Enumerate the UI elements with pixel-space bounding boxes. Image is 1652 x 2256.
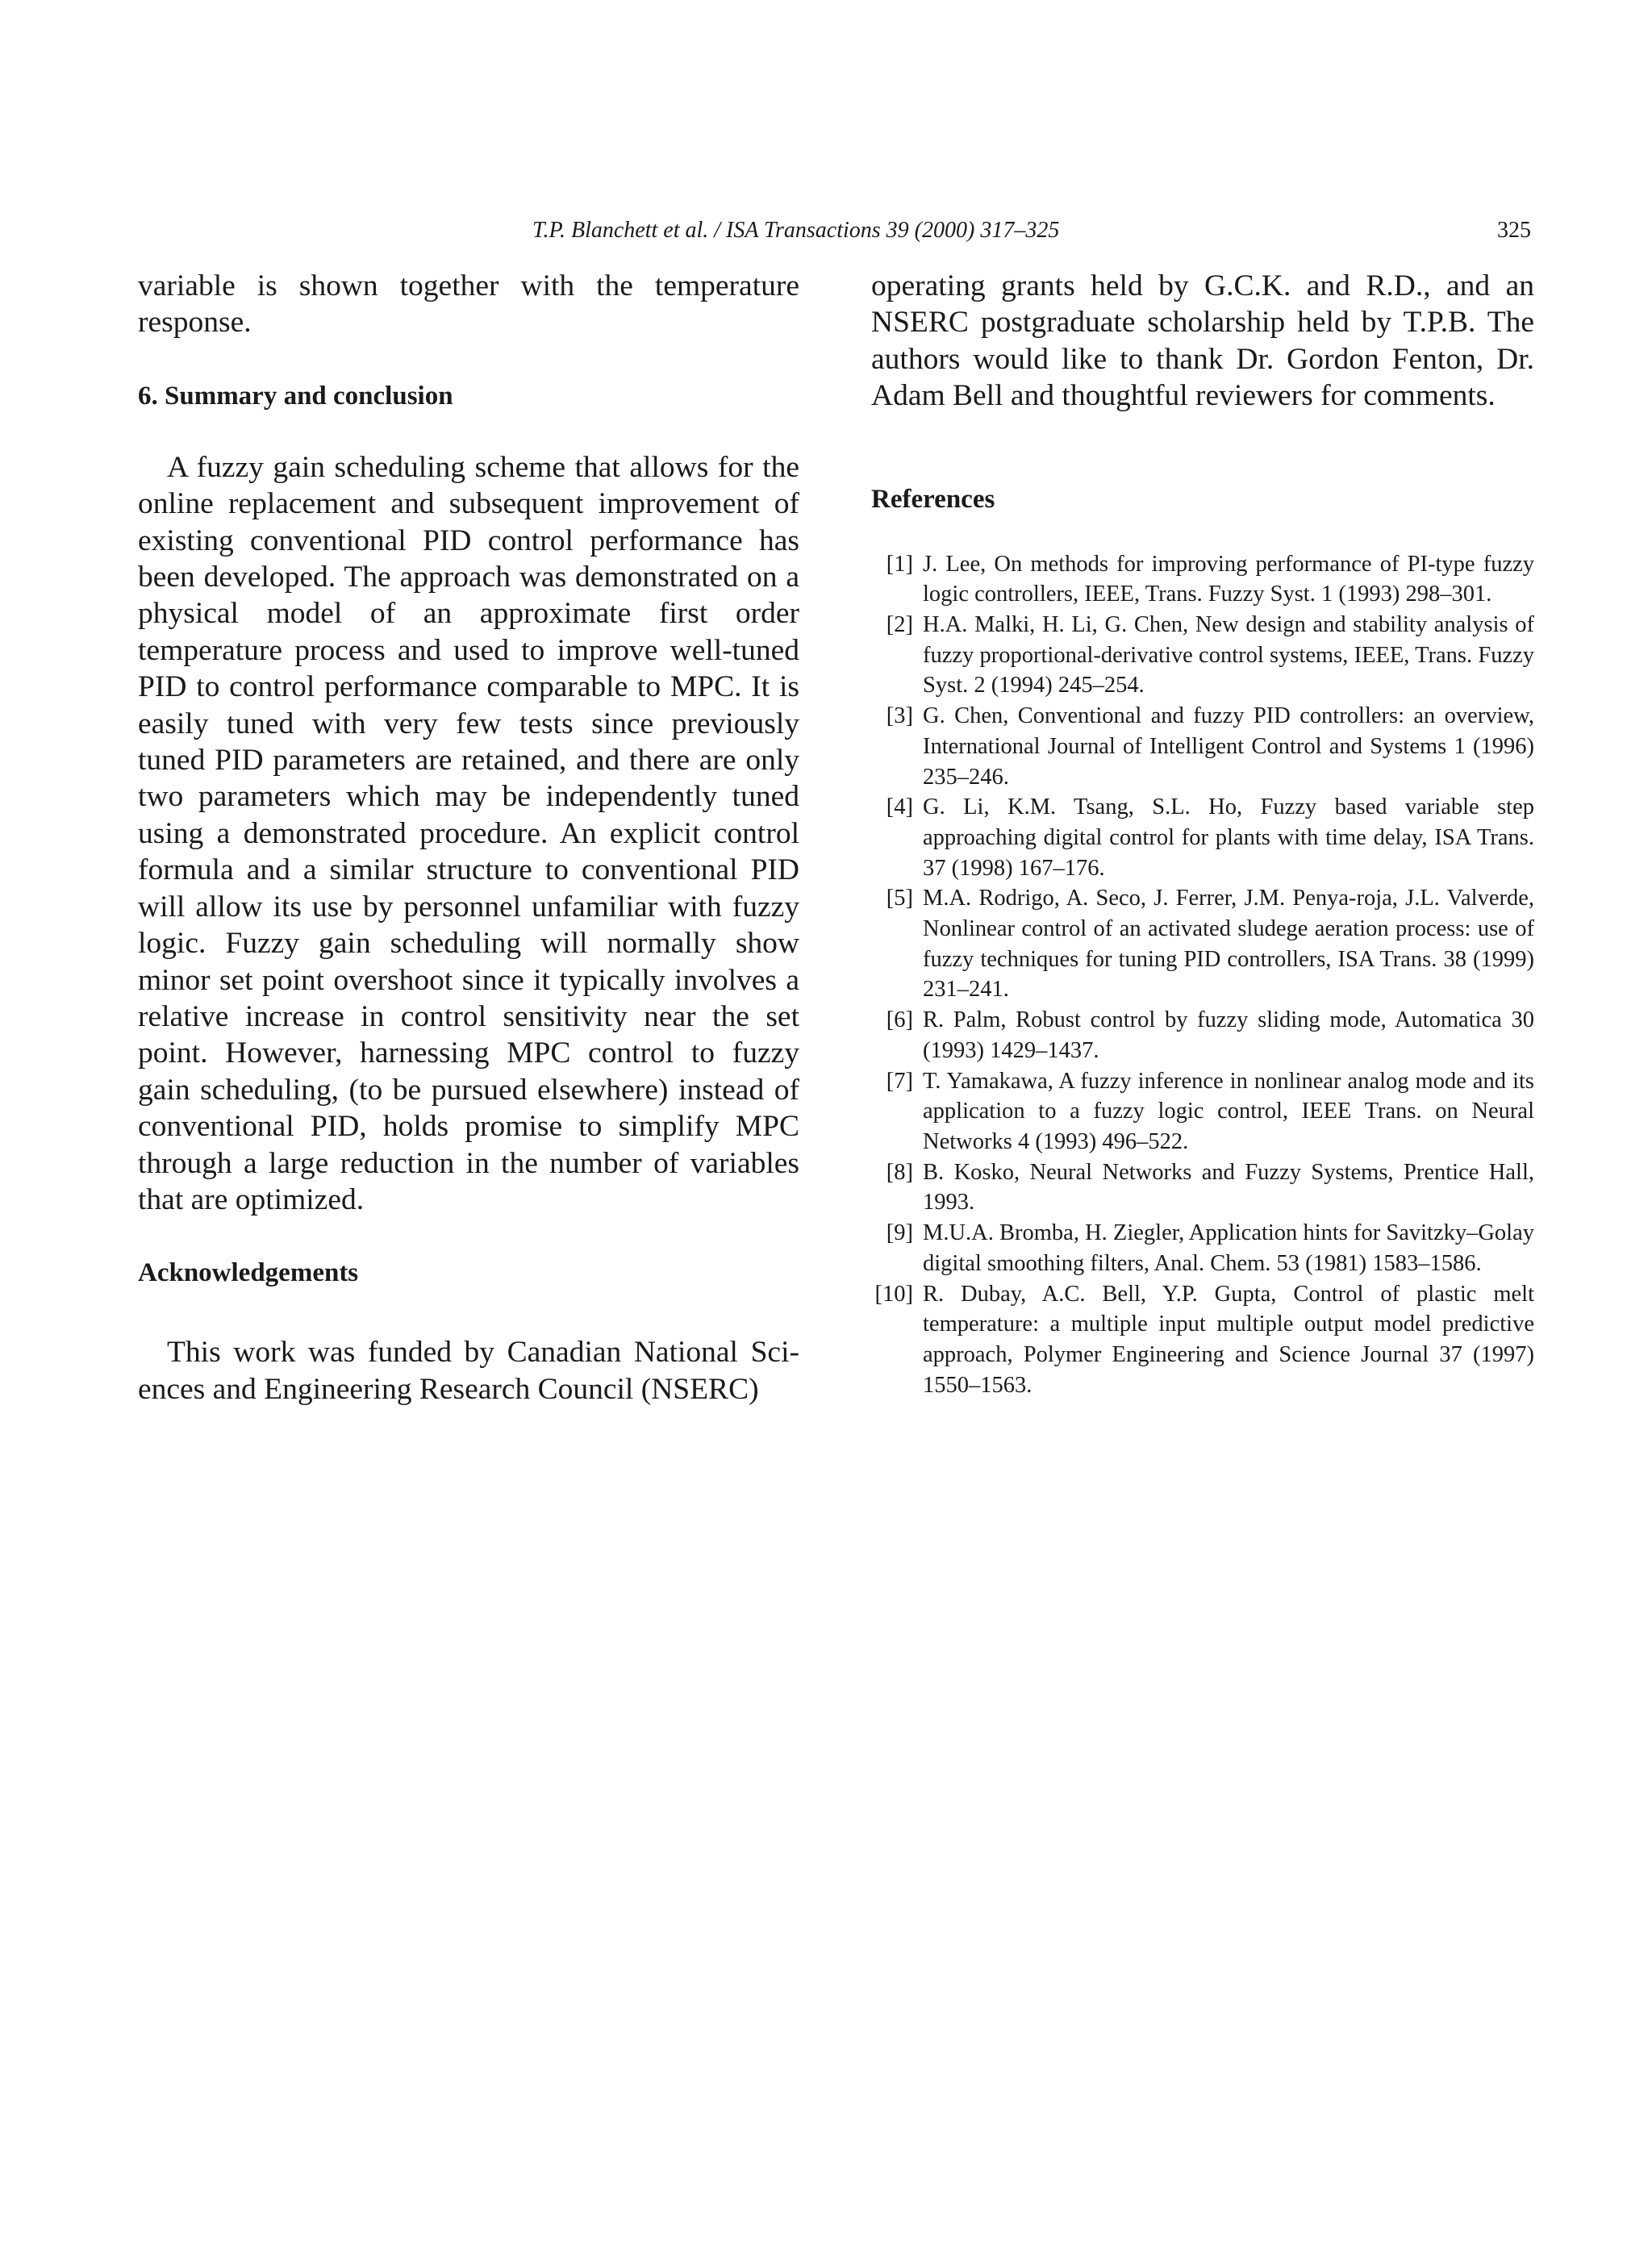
right-column [871, 268, 1534, 1400]
reference-number: [7] [886, 1068, 913, 1094]
reference-text: R. Palm, Robust control by fuzzy sliding mode, Automatica 30 (1993) 1429–1437. [923, 1007, 1534, 1063]
reference-text: M.U.A. Bromba, H. Ziegler, Application hints for Savitzky–Golay digital smoothing filters, Anal. Chem. 53 (1981) 1583–1586. [923, 1220, 1534, 1276]
reference-text: H.A. Malki, H. Li, G. Chen, New design and stability analysis of fuzzy proportional-derivative control systems, IEEE, Trans. Fuzzy Syst. 2 (1994) 245–254. [923, 612, 1534, 698]
reference-text: R. Dubay, A.C. Bell, Y.P. Gupta, Control of plastic melt temperature: a multiple input multiple output model predictive approach, Polymer Engineering and Science Journal 37 (1997) 1550–1563. [923, 1281, 1534, 1398]
reference-number: [10] [874, 1281, 913, 1307]
journal-citation: T.P. Blanchett et al. / ISA Transactions 39 (2000) 317–325 [532, 218, 1060, 243]
reference-number: [6] [886, 1007, 913, 1033]
reference-item [871, 1218, 1534, 1278]
reference-item [871, 1157, 1534, 1218]
reference-number: [2] [886, 612, 913, 638]
continued-paragraph: variable is shown together with the temperature response. [138, 269, 799, 340]
reference-number: [3] [886, 703, 913, 729]
reference-text: T. Yamakawa, A fuzzy inference in nonlinear analog mode and its application to a fuzzy logic control, IEEE Trans. on Neural Networks 4 (1993) 496–522. [923, 1068, 1534, 1154]
reference-number: [4] [886, 794, 913, 820]
reference-number: [5] [886, 886, 913, 911]
reference-item [871, 1005, 1534, 1065]
reference-item [871, 701, 1534, 792]
reference-item [871, 1279, 1534, 1401]
reference-item [871, 792, 1534, 883]
reference-text: B. Kosko, Neural Networks and Fuzzy Systems, Prentice Hall, 1993. [923, 1159, 1534, 1216]
acknowledgements-continued: operating grants held by G.C.K. and R.D., and an NSERC postgraduate scholarship held by T.P.B. The authors would like to thank Dr. Gordon Fenton, Dr. Adam Bell and thoughtful reviewers for comments. [871, 269, 1534, 413]
reference-item [871, 549, 1534, 610]
reference-number: [9] [886, 1220, 913, 1246]
reference-list [871, 549, 1534, 1401]
reference-text: G. Li, K.M. Tsang, S.L. Ho, Fuzzy based variable step approaching digital control for plants with time delay, ISA Trans. 37 (1998) 167–176. [923, 794, 1534, 881]
acknowledgements-paragraph: This work was funded by Canadian National Sciences and Engineering Research Council (NSERC) [138, 1336, 799, 1406]
running-head [0, 215, 1652, 247]
reference-number: [8] [886, 1159, 913, 1185]
page-number: 325 [1497, 218, 1531, 243]
reference-item [871, 1066, 1534, 1157]
section-heading-acknowledgements: Acknowledgements [138, 1258, 359, 1288]
reference-text: J. Lee, On methods for improving performance of PI-type fuzzy logic controllers, IEEE, Trans. Fuzzy Syst. 1 (1993) 298–301. [923, 551, 1534, 607]
reference-item [871, 610, 1534, 701]
reference-item [871, 883, 1534, 1005]
reference-text: M.A. Rodrigo, A. Seco, J. Ferrer, J.M. Penya-roja, J.L. Valverde, Nonlinear control of an activated sludege aeration process: use of fuzzy techniques for tuning PID controllers, ISA Trans. 38 (1999) 231–241. [923, 886, 1534, 1003]
summary-paragraph: A fuzzy gain scheduling scheme that allows for the online replacement and subsequent improvement of existing conventional PID control performance has been developed. The approach was demonstrated on a physical model of an approximate first order temperature process and used to improve well-tuned PID to control performance comparable to MPC. It is easily tuned with very few tests since previously tuned PID parameters are retained, and there are only two parameters which may be independently tuned using a demonstrated procedure. An explicit control formula and a similar structure to conventional PID will allow its use by personnel unfamiliar with fuzzy logic. Fuzzy gain scheduling will normally show minor set point overshoot since it typically involves a relative increase in control sensitivity near the set point. However, harnessing MPC control to fuzzy gain scheduling, (to be pursued elsewhere) instead of conventional PID, holds promise to simplify MPC through a large reduction in the number of variables that are optimized. [138, 450, 799, 1216]
reference-number: [1] [886, 551, 913, 577]
left-column [138, 268, 799, 1407]
section-heading-summary: 6. Summary and conclusion [138, 381, 453, 411]
reference-text: G. Chen, Conventional and fuzzy PID controllers: an overview, International Journal of Intelligent Control and Systems 1 (1996) 235–246. [923, 703, 1534, 790]
section-heading-references: References [871, 484, 995, 514]
